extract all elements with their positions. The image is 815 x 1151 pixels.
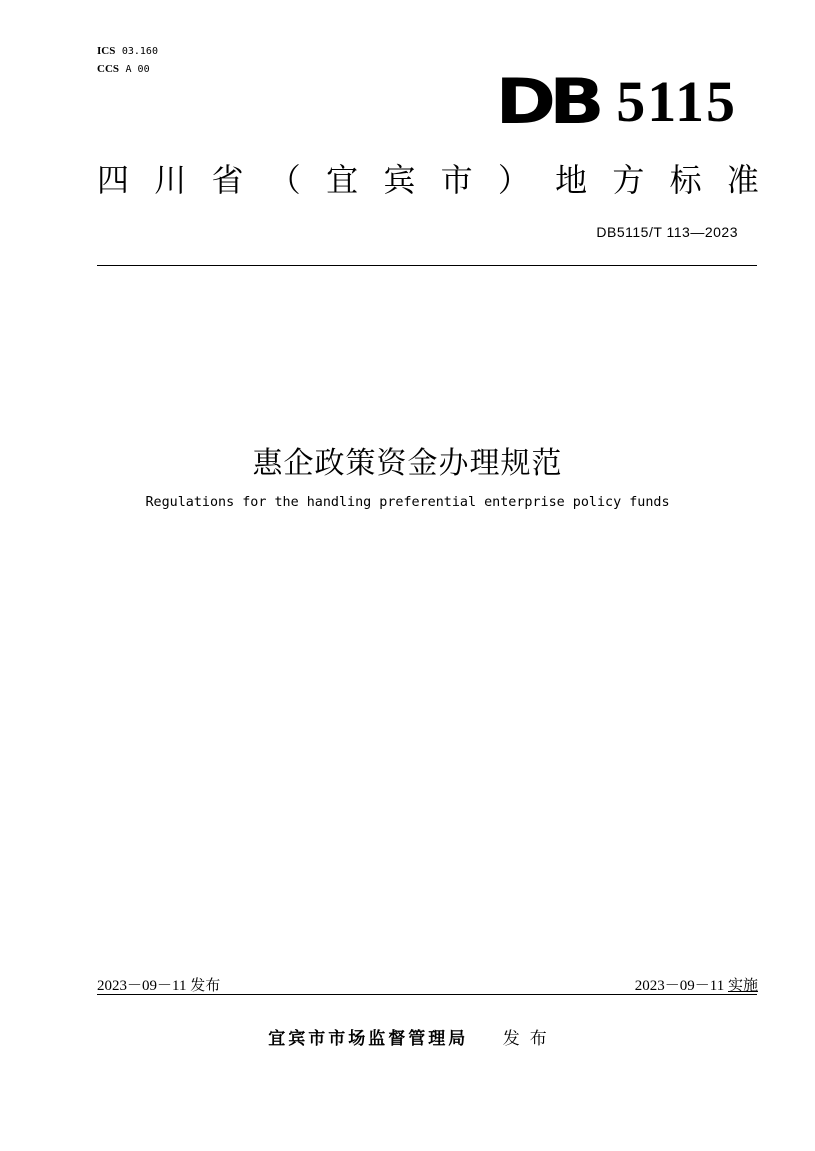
standard-type-char: 宾 — [383, 161, 416, 199]
ics-label: ICS — [97, 45, 116, 57]
ccs-value: A 00 — [125, 64, 150, 75]
ics-value: 03.160 — [121, 46, 158, 57]
standard-type-char: （ — [268, 161, 301, 199]
document-title-zh: 惠企政策资金办理规范 — [252, 446, 563, 481]
document-title-en: Regulations for the handling preferential enterprise policy funds — [145, 495, 670, 510]
implement-date-line — [635, 976, 758, 995]
ccs-code — [97, 60, 158, 78]
classification-codes — [97, 42, 158, 78]
standard-type-char: ） — [497, 161, 530, 199]
standard-type-char: 标 — [669, 161, 702, 199]
publisher-verb: 发布 — [502, 1029, 557, 1049]
implement-date: 2023－09－11 — [634, 978, 725, 994]
standard-type-char: 宜 — [326, 161, 359, 199]
standard-type-char: 川 — [154, 161, 187, 199]
standard-mark-prefix: DB — [495, 65, 599, 138]
standard-type-char: 市 — [440, 161, 473, 199]
publisher-org: 宜宾市市场监督管理局 — [268, 1029, 469, 1049]
standard-type-char: 方 — [612, 161, 645, 199]
publisher-line — [0, 1024, 815, 1049]
standard-type-char: 四 — [97, 161, 130, 199]
standard-mark-number: 5115 — [616, 69, 737, 134]
standard-type-char: 省 — [211, 161, 244, 199]
implement-label: 实施 — [727, 976, 758, 994]
issue-label: 发布 — [190, 976, 221, 994]
ccs-label: CCS — [97, 63, 120, 75]
ics-code — [97, 42, 158, 60]
issue-date: 2023－09－11 — [97, 978, 187, 994]
standard-type-char: 地 — [555, 161, 588, 199]
standard-number: DB5115/T 113—2023 — [596, 224, 738, 240]
standard-type-char: 准 — [726, 161, 759, 199]
top-divider — [97, 265, 757, 266]
bottom-divider — [97, 994, 757, 995]
standard-type-heading — [97, 155, 759, 205]
standard-mark — [495, 65, 737, 138]
issue-date-line — [97, 976, 220, 995]
